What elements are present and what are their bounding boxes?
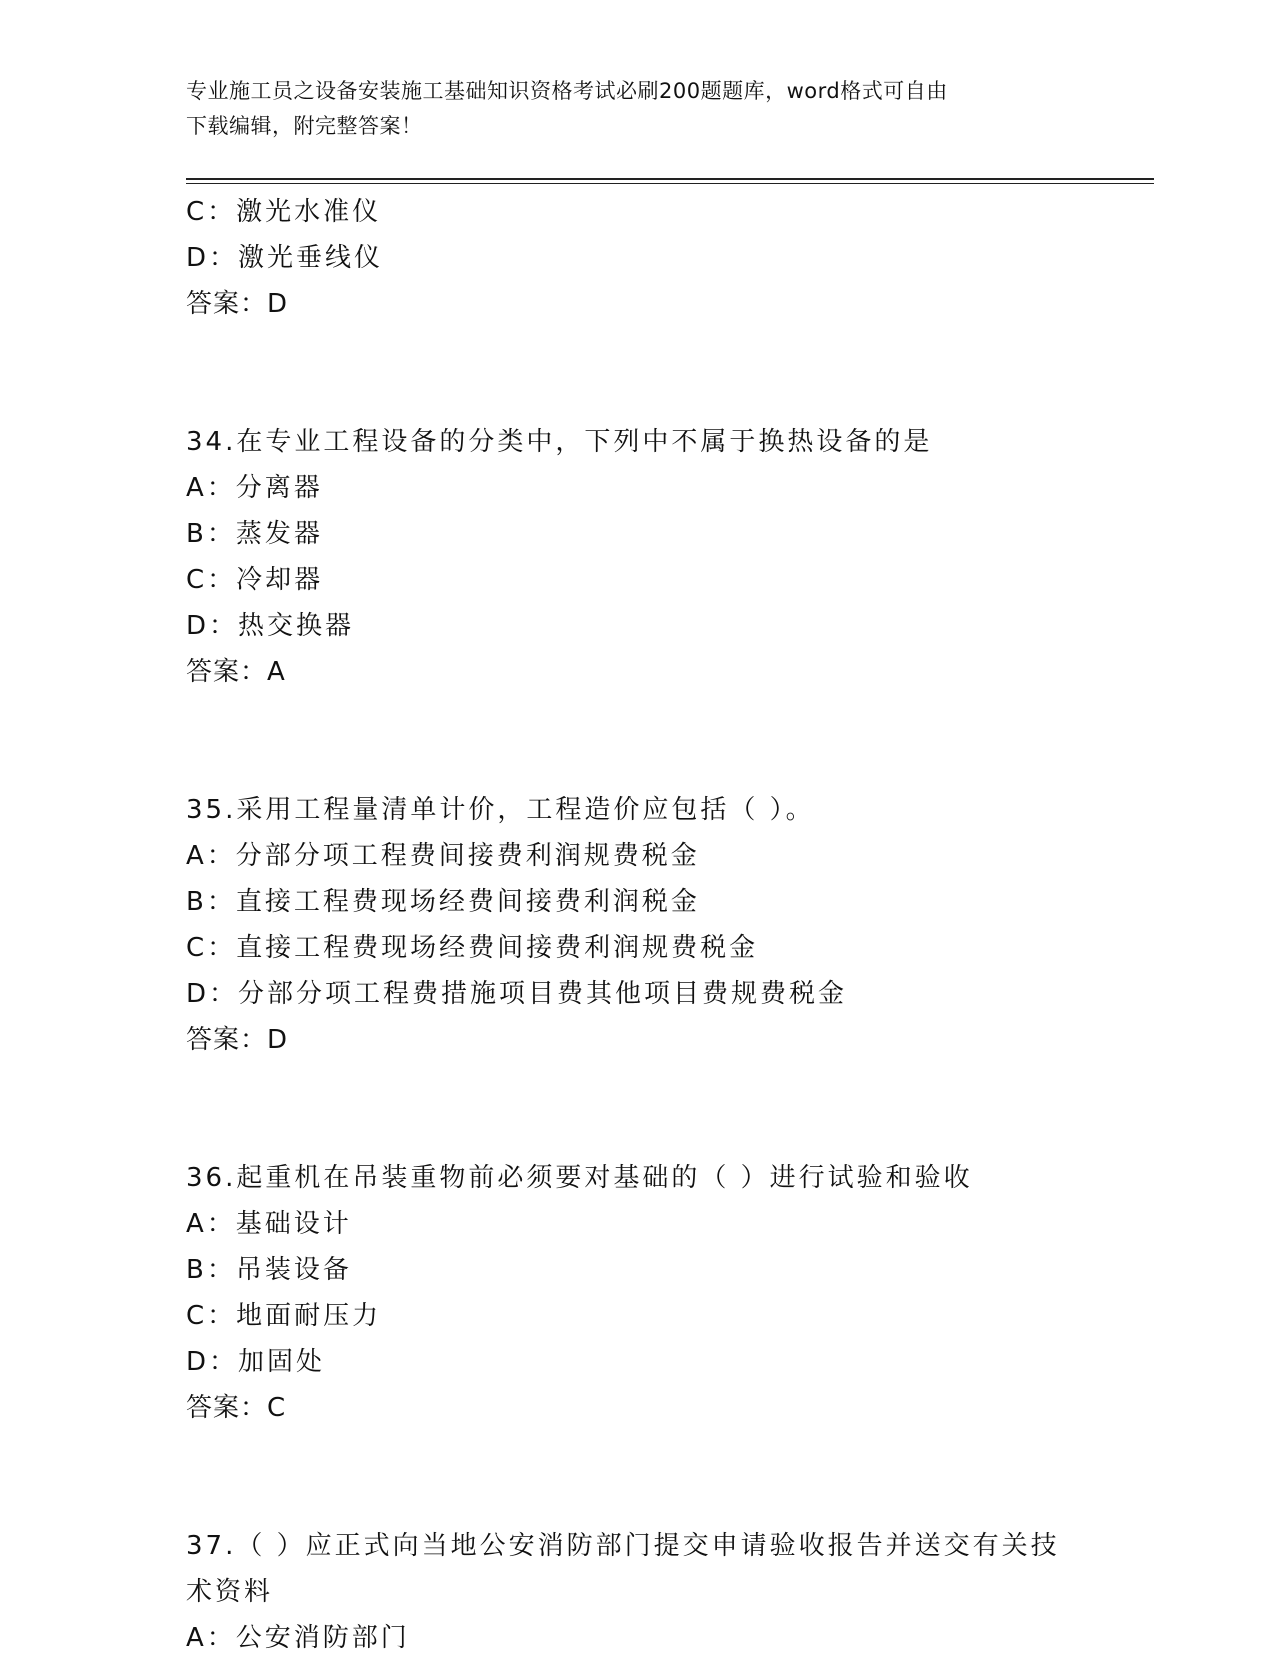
option-a: A：分部分项工程费间接费利润规费税金	[186, 841, 700, 871]
question-36	[186, 1155, 1086, 1431]
header-divider-thick	[186, 178, 1154, 180]
option-a: A：公安消防部门	[186, 1623, 410, 1653]
question-stem: 35.采用工程量清单计价，工程造价应包括（ ）。	[186, 795, 815, 825]
header-line-1: 专业施工员之设备安装施工基础知识资格考试必刷200题题库，word格式可自由	[186, 79, 948, 103]
answer-line: 答案：D	[186, 289, 289, 319]
question-stem-line-1: 37.（ ）应正式向当地公安消防部门提交申请验收报告并送交有关技	[186, 1531, 1060, 1561]
document-header	[186, 74, 1066, 144]
question-stem-line-2: 术资料	[186, 1577, 274, 1607]
option-a: A：分离器	[186, 473, 323, 503]
option-a: A：基础设计	[186, 1209, 352, 1239]
option-c: C：地面耐压力	[186, 1301, 382, 1331]
question-33	[186, 189, 1086, 327]
answer-line: 答案：C	[186, 1393, 287, 1423]
spacer	[186, 327, 1086, 419]
answer-line: 答案：D	[186, 1025, 289, 1055]
option-b: B：直接工程费现场经费间接费利润税金	[186, 887, 700, 917]
option-b: B：吊装设备	[186, 1255, 352, 1285]
header-divider-thin	[186, 183, 1154, 184]
spacer	[186, 695, 1086, 787]
option-c: C：激光水准仪	[186, 197, 382, 227]
question-stem: 34.在专业工程设备的分类中，下列中不属于换热设备的是	[186, 427, 933, 457]
answer-line: 答案：A	[186, 657, 286, 687]
option-c: C：冷却器	[186, 565, 324, 595]
option-d: D：加固处	[186, 1347, 326, 1377]
option-b: B：蒸发器	[186, 519, 323, 549]
question-list	[186, 189, 1086, 1661]
question-stem: 36.起重机在吊装重物前必须要对基础的（ ）进行试验和验收	[186, 1163, 973, 1193]
header-line-2: 下载编辑，附完整答案！	[186, 114, 423, 138]
question-37	[186, 1523, 1086, 1661]
spacer	[186, 1063, 1086, 1155]
question-35	[186, 787, 1086, 1063]
option-d: D：分部分项工程费措施项目费其他项目费规费税金	[186, 979, 848, 1009]
option-d: D：激光垂线仪	[186, 243, 384, 273]
option-c: C：直接工程费现场经费间接费利润规费税金	[186, 933, 759, 963]
question-34	[186, 419, 1086, 695]
spacer	[186, 1431, 1086, 1523]
option-d: D：热交换器	[186, 611, 355, 641]
